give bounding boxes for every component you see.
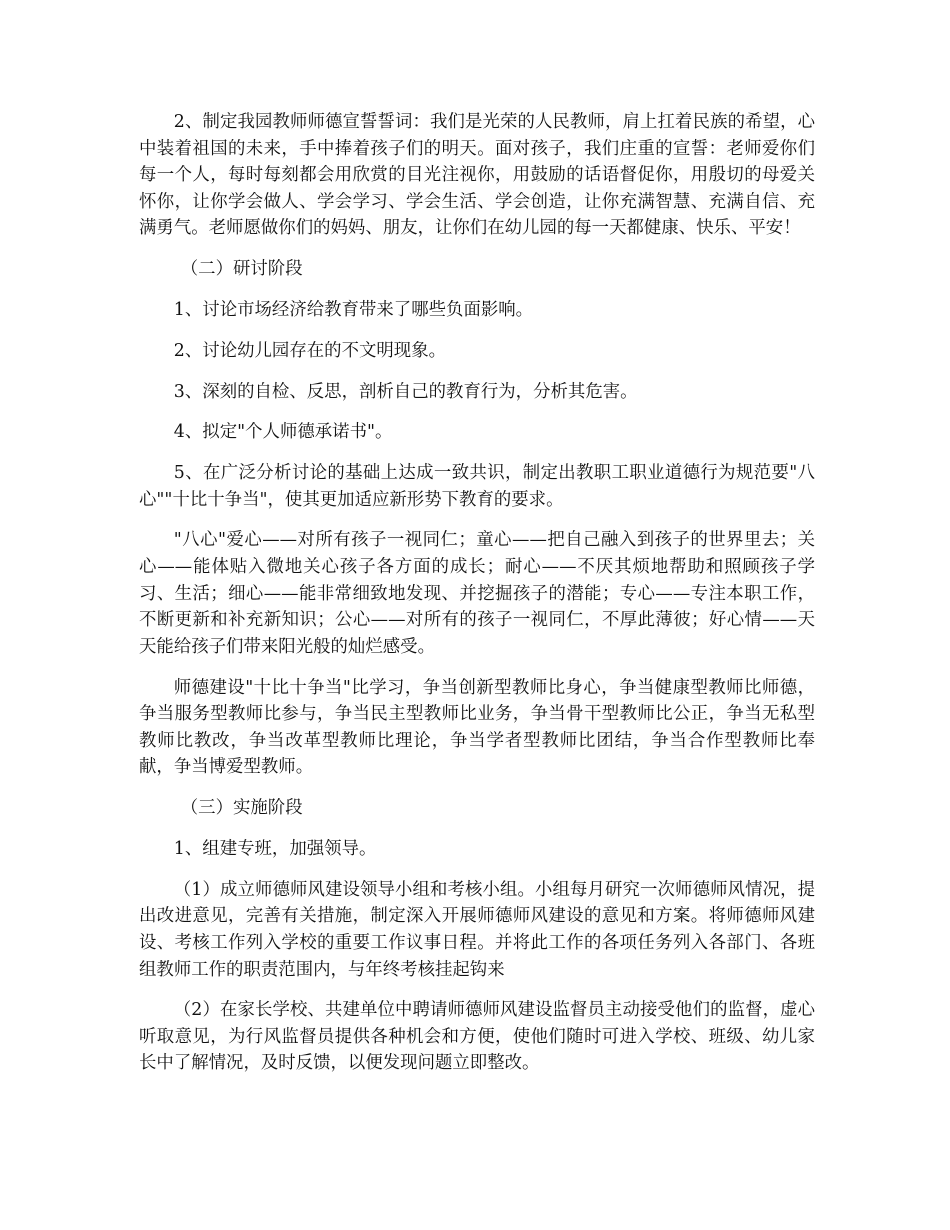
list-item-discussion-3: 3、深刻的自检、反思，剖析自己的教育行为，分析其危害。 [173, 381, 638, 402]
paragraph-supervisors: （2）在家长学校、共建单位中聘请师德师风建设监督员主动接受他们的监督，虚心听取意见，为行风监督员提供各种机会和方便，使他们随时可进入学校、班级、幼儿家长中了解情况，及时反馈，以便发现问题立即整改。 [139, 1000, 815, 1074]
list-item-discussion-2: 2、讨论幼儿园存在的不文明现象。 [173, 340, 447, 361]
list-item-discussion-5: 5、在广泛分析讨论的基础上达成一致共识，制定出教职工职业道德行为规范要"八心""十比十争当"，使其更加适应新形势下教育的要求。 [139, 463, 815, 510]
paragraph-leadership-group: （1）成立师德师风建设领导小组和考核小组。小组每月研究一次师德师风情况，提出改进意见，完善有关措施，制定深入开展师德师风建设的意见和方案。将师德师风建设、考核工作列入学校的重要工作议事日程。并将此工作的各项任务列入各部门、各班组教师工作的职责范围内，与年终考核挂起钩来 [139, 879, 815, 980]
paragraph-eight-hearts: "八心"爱心——对所有孩子一视同仁；童心——把自己融入到孩子的世界里去；关心——能体贴入微地关心孩子各方面的成长；耐心——不厌其烦地帮助和照顾孩子学习、生活；细心——能非常细致地发现、并挖掘孩子的潜能；专心——专注本职工作，不断更新和补充新知识；公心——对所有的孩子一视同仁，不厚此薄彼；好心情——天天能给孩子们带来阳光般的灿烂感受。 [139, 530, 815, 657]
section-heading-implementation: （三）实施阶段 [180, 798, 303, 819]
paragraph-ten-comparisons: 师德建设"十比十争当"比学习，争当创新型教师比身心，争当健康型教师比师德，争当服务型教师比参与，争当民主型教师比业务，争当骨干型教师比公正，争当无私型教师比教改，争当改革型教师比理论，争当学者型教师比团结，争当合作型教师比奉献，争当博爱型教师。 [139, 677, 815, 778]
section-heading-discussion: （二）研讨阶段 [180, 259, 303, 280]
paragraph-pledge: 2、制定我园教师师德宣誓誓词：我们是光荣的人民教师，肩上扛着民族的希望，心中装着祖国的未来，手中捧着孩子们的明天。面对孩子，我们庄重的宣誓：老师爱你们每一个人，每时每刻都会用欣赏的目光注视你，用鼓励的话语督促你，用殷切的母爱关怀你，让你学会做人、学会学习、学会生活、学会创造，让你充满智慧、充满自信、充满勇气。老师愿做你们的妈妈、朋友，让你们在幼儿园的每一天都健康、快乐、平安！ [139, 112, 815, 239]
list-item-discussion-4: 4、拟定"个人师德承诺书"。 [173, 422, 393, 443]
list-item-discussion-1: 1、讨论市场经济给教育带来了哪些负面影响。 [173, 299, 534, 320]
document-body [139, 109, 815, 1091]
list-item-implementation-1: 1、组建专班，加强领导。 [173, 838, 377, 859]
